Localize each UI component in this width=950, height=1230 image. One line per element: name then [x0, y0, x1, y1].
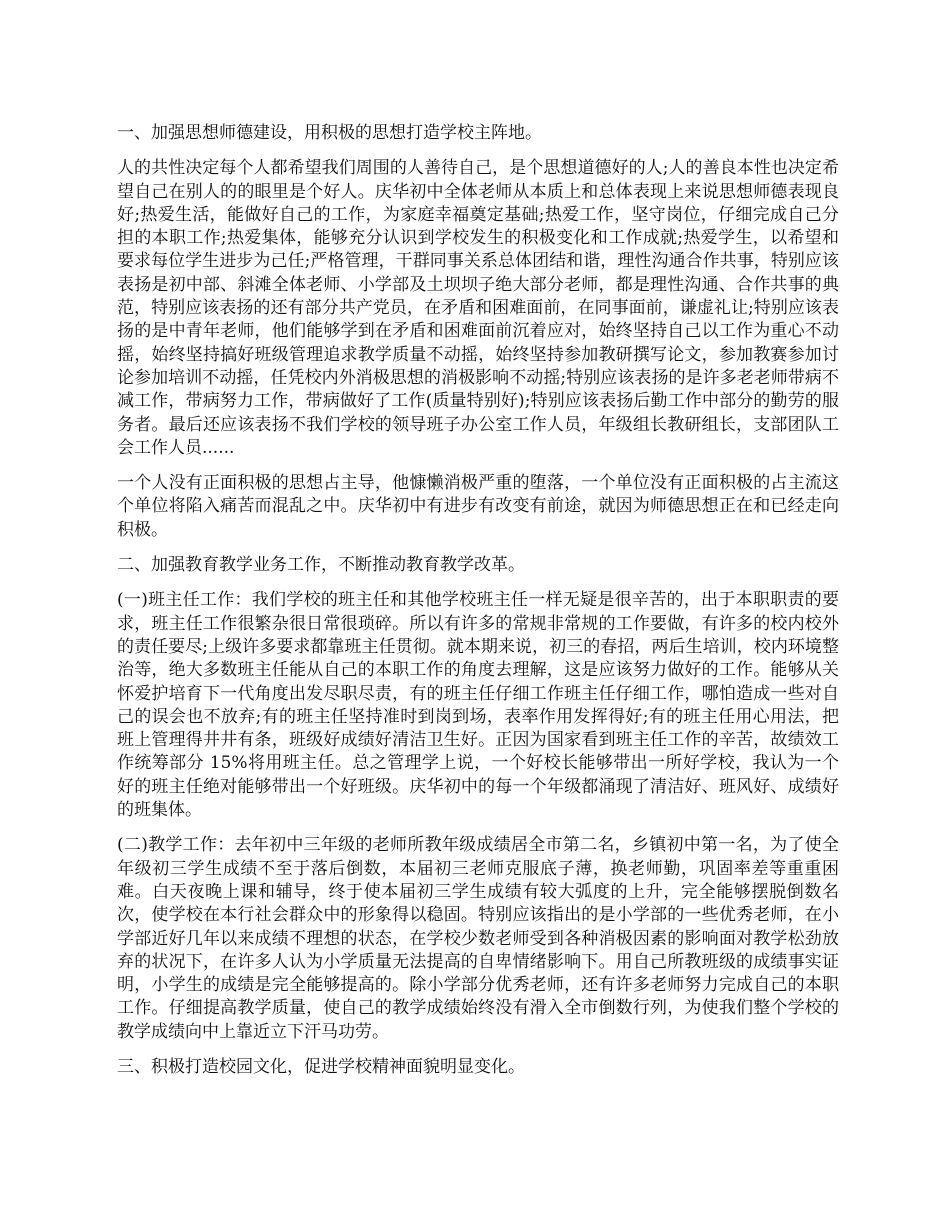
section-heading-3: 三、积极打造校园文化，促进学校精神面貌明显变化。: [117, 1056, 525, 1077]
paragraph-teaching-work: (二)教学工作：去年初中三年级的老师所教年级成绩居全市第二名，乡镇初中第一名，为了使全年级初三学生成绩不至于落后倒数，本届初三老师克服底子薄，换老师勤，巩固率差等重重困难。白天夜晚上课和辅导，终于使本届初三学生成绩有较大弧度的上升，完全能够摆脱倒数名次，使学校在本行社会群众中的形象得以稳固。特别应该指出的是小学部的一些优秀老师，在小学部近好几年以来成绩不理想的状态，在学校少数老师受到各种消极因素的影响面对教学松劲放弃的状况下，在许多人认为小学质量无法提高的自卑情绪影响下。用自己所教班级的成绩事实证明，小学生的成绩是完全能够提高的。除小学部分优秀老师，还有许多老师努力完成自己的本职工作。仔细提高教学质量，使自己的教学成绩始终没有滑入全市倒数行列，为使我们整个学校的教学成绩向中上靠近立下汗马功劳。: [117, 835, 839, 1042]
document-body: [117, 122, 839, 1091]
section-heading-2: 二、加强教育教学业务工作，不断推动教育教学改革。: [117, 555, 525, 576]
section-heading-1: 一、加强思想师德建设，用积极的思想打造学校主阵地。: [117, 123, 542, 143]
paragraph-class-teacher-work: (一)班主任工作：我们学校的班主任和其他学校班主任一样无疑是很辛苦的，出于本职职责的要求，班主任工作很繁杂很日常很琐碎。所以有许多的常规非常规的工作要做，有许多的校内校外的责任要尽;上级许多要求都靠班主任贯彻。就本期来说，初三的春招，两后生培训，校内环境整治等，绝大多数班主任能从自己的本职工作的角度去理解，这是应该努力做好的工作。能够从关怀爱护培育下一代角度出发尽职尽责，有的班主任仔细工作班主任仔细工作，哪怕造成一些对自己的误会也不放弃;有的班主任坚持准时到岗到场，表率作用发挥得好;有的班主任用心用法，把班上管理得井井有条，班级好成绩好清洁卫生好。正因为国家看到班主任工作的辛苦，故绩效工作统筹部分 15%将用班主任。总之管理学上说，一个好校长能够带出一所好学校，我认为一个好的班主任绝对能够带出一个好班级。庆华初中的每一个年级都涌现了清洁好、班风好、成绩好的班集体。: [117, 590, 839, 821]
paragraph-positive-thinking: 一个人没有正面积极的思想占主导，他慷懒消极严重的堕落，一个单位没有正面积极的占主流这个单位将陷入痛苦而混乱之中。庆华初中有进步有改变有前途，就因为师德思想正在和已经走向积极。: [117, 473, 839, 540]
paragraph-teacher-ethics: 人的共性决定每个人都希望我们周围的人善待自己，是个思想道德好的人;人的善良本性也决定希望自己在别人的的眼里是个好人。庆华初中全体老师从本质上和总体表现上来说思想师德表现良好;热爱生活，能做好自己的工作，为家庭幸福奠定基础;热爱工作，坚守岗位，仔细完成自己分担的本职工作;热爱集体，能够充分认识到学校发生的积极变化和工作成就;热爱学生，以希望和要求每位学生进步为己任;严格管理，干群同事关系总体团结和谐，理性沟通合作共事，特别应该表扬是初中部、斜滩全体老师、小学部及土坝坝子绝大部分老师，都是理性沟通、合作共事的典范，特别应该表扬的还有部分共产党员，在矛盾和困难面前，在同事面前，谦虚礼让;特别应该表扬的是中青年老师，他们能够学到在矛盾和困难面前沉着应对，始终坚持自己以工作为重心不动摇，始终坚持搞好班级管理追求教学质量不动摇，始终坚持参加教研撰写论文，参加教赛参加讨论参加培训不动摇，任凭校内外消极思想的消极影响不动摇;特别应该表扬的是许多老老师带病不减工作，带病努力工作，带病做好了工作(质量特别好);特别应该表扬后勤工作中部分的勤劳的服务者。最后还应该表扬不我们学校的领导班子办公室工作人员，年级组长教研组长，支部团队工会工作人员......: [117, 158, 839, 458]
